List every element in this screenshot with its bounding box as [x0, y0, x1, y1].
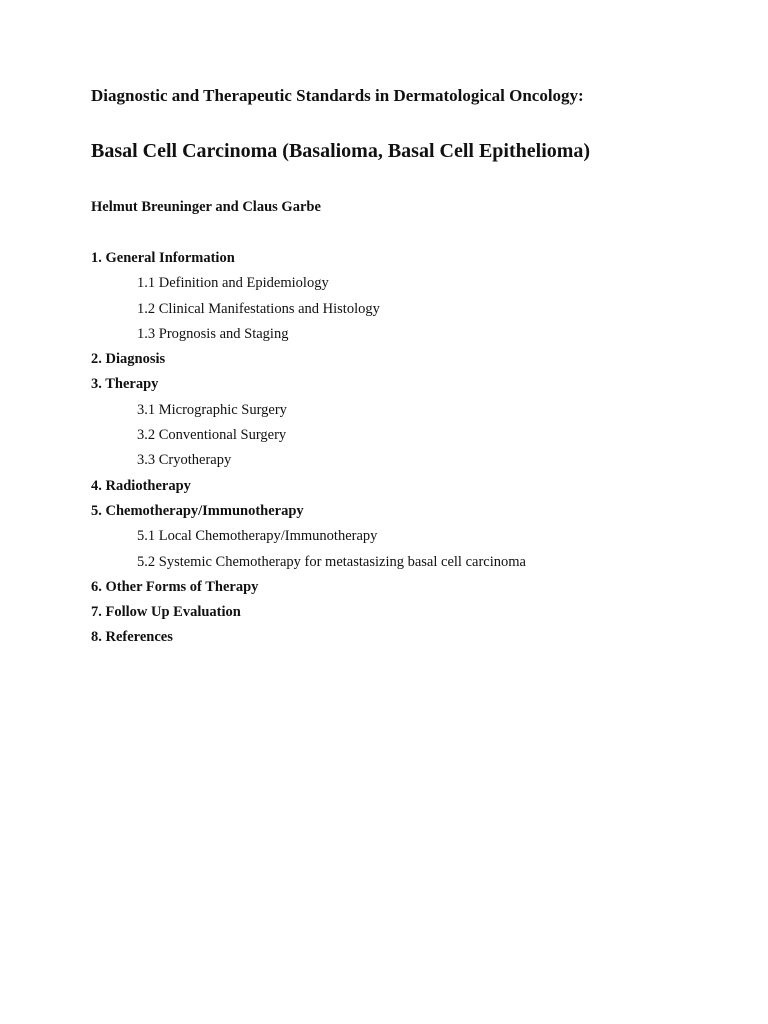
toc-subsection: 3.2 Conventional Surgery: [137, 427, 287, 444]
toc-section: 7. Follow Up Evaluation: [91, 604, 241, 621]
toc-subsection: 3.3 Cryotherapy: [137, 452, 232, 469]
authors-line: Helmut Breuninger and Claus Garbe: [91, 199, 321, 215]
toc-section: 6. Other Forms of Therapy: [91, 578, 259, 595]
document-title: Basal Cell Carcinoma (Basalioma, Basal Cell Epithelioma): [91, 140, 591, 162]
toc-section: 4. Radiotherapy: [91, 477, 191, 494]
toc-subsection: 1.1 Definition and Epidemiology: [137, 275, 329, 292]
toc-section: 5. Chemotherapy/Immunotherapy: [91, 502, 304, 519]
toc-section: 8. References: [91, 629, 173, 646]
toc-subsection: 5.1 Local Chemotherapy/Immunotherapy: [137, 528, 378, 545]
toc-subsection: 1.2 Clinical Manifestations and Histology: [137, 300, 380, 317]
toc-subsection: 3.1 Micrographic Surgery: [137, 401, 287, 418]
toc-section: 3. Therapy: [91, 376, 159, 393]
toc-section: 1. General Information: [91, 250, 235, 266]
table-of-contents: [91, 248, 731, 653]
toc-subsection: 1.3 Prognosis and Staging: [137, 325, 289, 342]
toc-subsection: 5.2 Systemic Chemotherapy for metastasizing basal cell carcinoma: [137, 553, 526, 570]
toc-section: 2. Diagnosis: [91, 351, 166, 368]
series-heading: Diagnostic and Therapeutic Standards in Dermatological Oncology:: [91, 86, 584, 105]
